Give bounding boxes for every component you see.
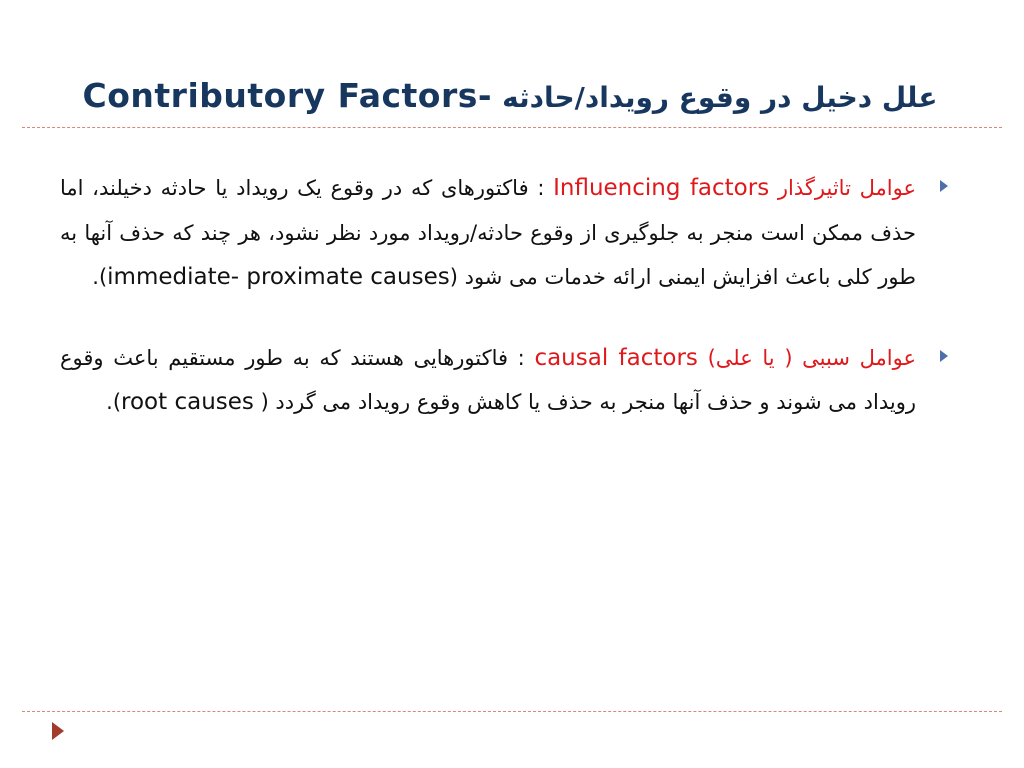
bullet-text [60, 336, 916, 425]
causal-end: ). [106, 390, 122, 414]
immediate-causes-term: immediate- proximate causes [107, 264, 450, 290]
influencing-term-en: Influencing factors [553, 175, 770, 201]
bullet-triangle-icon [940, 180, 948, 192]
causal-term-en: causal factors [534, 344, 698, 371]
title-persian: علل دخیل در وقوع رویداد/حادثه [502, 81, 938, 115]
bullet-list [60, 166, 954, 461]
influencing-end: ). [92, 265, 108, 289]
title-english: Contributory Factors- [82, 76, 493, 116]
influencing-label-fa: عوامل تاثیرگذار [777, 176, 916, 200]
top-divider [22, 127, 1002, 128]
root-causes-term: root causes [121, 389, 254, 415]
bullet-causal-factors [60, 336, 954, 425]
bullet-triangle-icon [940, 350, 948, 362]
bullet-text [60, 166, 916, 300]
influencing-body: : فاکتورهای که در وقوع یک رویداد یا حادثه دخیلند، اما حذف ممکن است منجر به جلوگیری از وقوع حادثه/رویداد مورد نظر نشود، هر چند که حذف آنها به طور کلی باعث افزایش ایمنی ارائه خدمات می شود ( [60, 176, 916, 289]
bullet-influencing-factors [60, 166, 954, 300]
slide-title [60, 72, 960, 122]
causal-body: : فاکتورهایی هستند که به طور مستقیم باعث وقوع رویداد می شوند و حذف آنها منجر به حذف یا کاهش وقوع رویداد می گردد ( [60, 345, 916, 414]
causal-label-fa: عوامل سببی ( یا علی) [707, 345, 916, 370]
next-slide-arrow-icon[interactable] [52, 722, 64, 740]
bottom-divider [22, 711, 1002, 712]
